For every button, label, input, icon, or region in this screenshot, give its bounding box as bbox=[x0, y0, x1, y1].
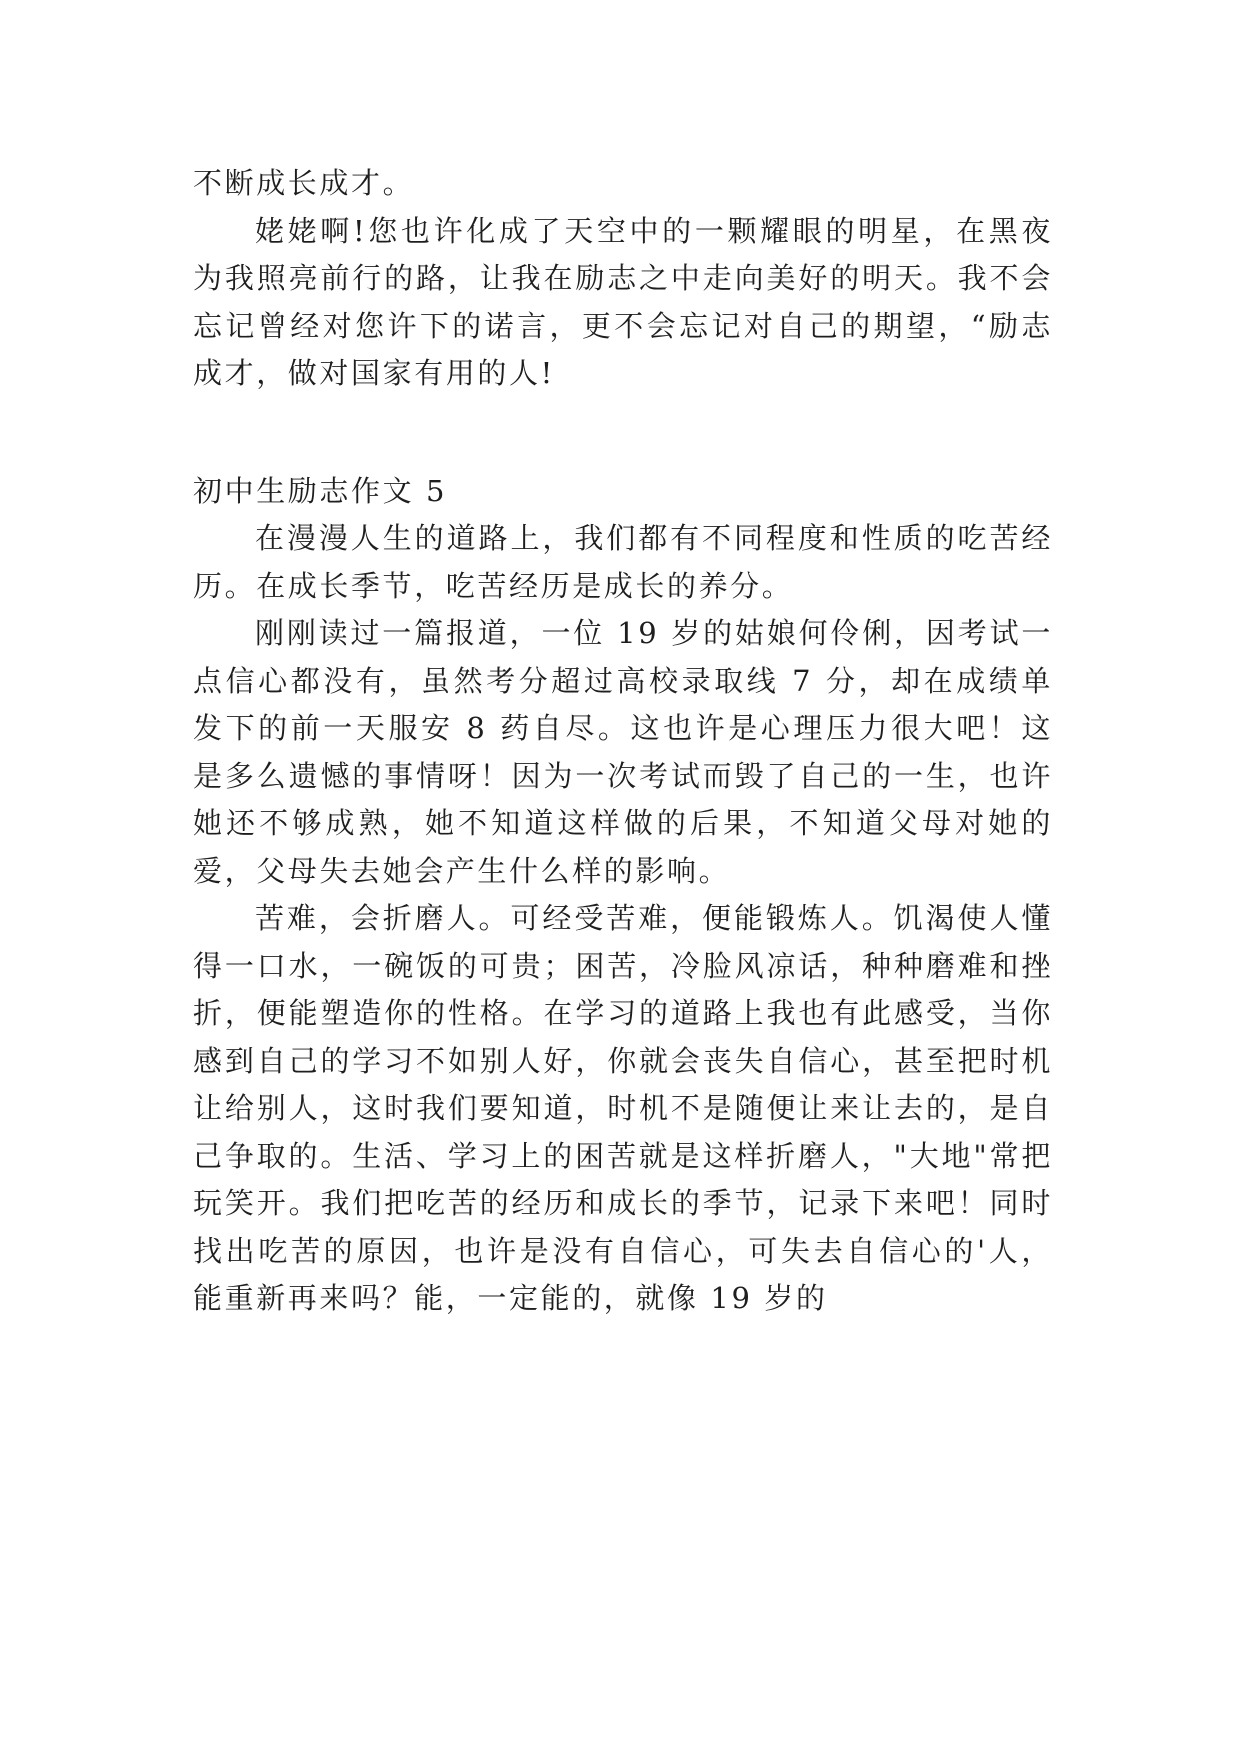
document-body bbox=[193, 160, 1053, 1323]
paragraph-intro: 在漫漫人生的道路上，我们都有不同程度和性质的吃苦经历。在成长季节，吃苦经历是成长的养分。 bbox=[193, 521, 1053, 603]
paragraph-report: 刚刚读过一篇报道，一位 19 岁的姑娘何伶俐，因考试一点信心都没有，虽然考分超过高校录取线 7 分，却在成绩单发下的前一天服安 8 药自尽。这也许是心理压力很大吧！这是多么遗憾的事情呀！因为一次考试而毁了自己的一生，也许她还不够成熟，她不知道这样做的后果，不知道父母对她的爱，父母失去她会产生什么样的影响。 bbox=[193, 616, 1053, 888]
paragraph-hardship: 苦难，会折磨人。可经受苦难，便能锻炼人。饥渴使人懂得一口水，一碗饭的可贵；困苦，冷脸风凉话，种种磨难和挫折，便能塑造你的性格。在学习的道路上我也有此感受，当你感到自己的学习不如别人好，你就会丧失自信心，甚至把时机让给别人，这时我们要知道，时机不是随便让来让去的，是自己争取的。生活、学习上的困苦就是这样折磨人，"大地"常把玩笑开。我们把吃苦的经历和成长的季节，记录下来吧！同时找出吃苦的原因，也许是没有自信心，可失去自信心的'人，能重新再来吗？能，一定能的，就像 19 岁的 bbox=[193, 901, 1053, 1315]
paragraph-grandma: 姥姥啊!您也许化成了天空中的一颗耀眼的明星，在黑夜为我照亮前行的路，让我在励志之中走向美好的明天。我不会忘记曾经对您许下的诺言，更不会忘记对自己的期望，“励志成才，做对国家有用的人! bbox=[193, 213, 1053, 390]
section-title: 初中生励志作文 5 bbox=[193, 473, 448, 508]
paragraph-continuation: 不断成长成才。 bbox=[193, 166, 415, 200]
